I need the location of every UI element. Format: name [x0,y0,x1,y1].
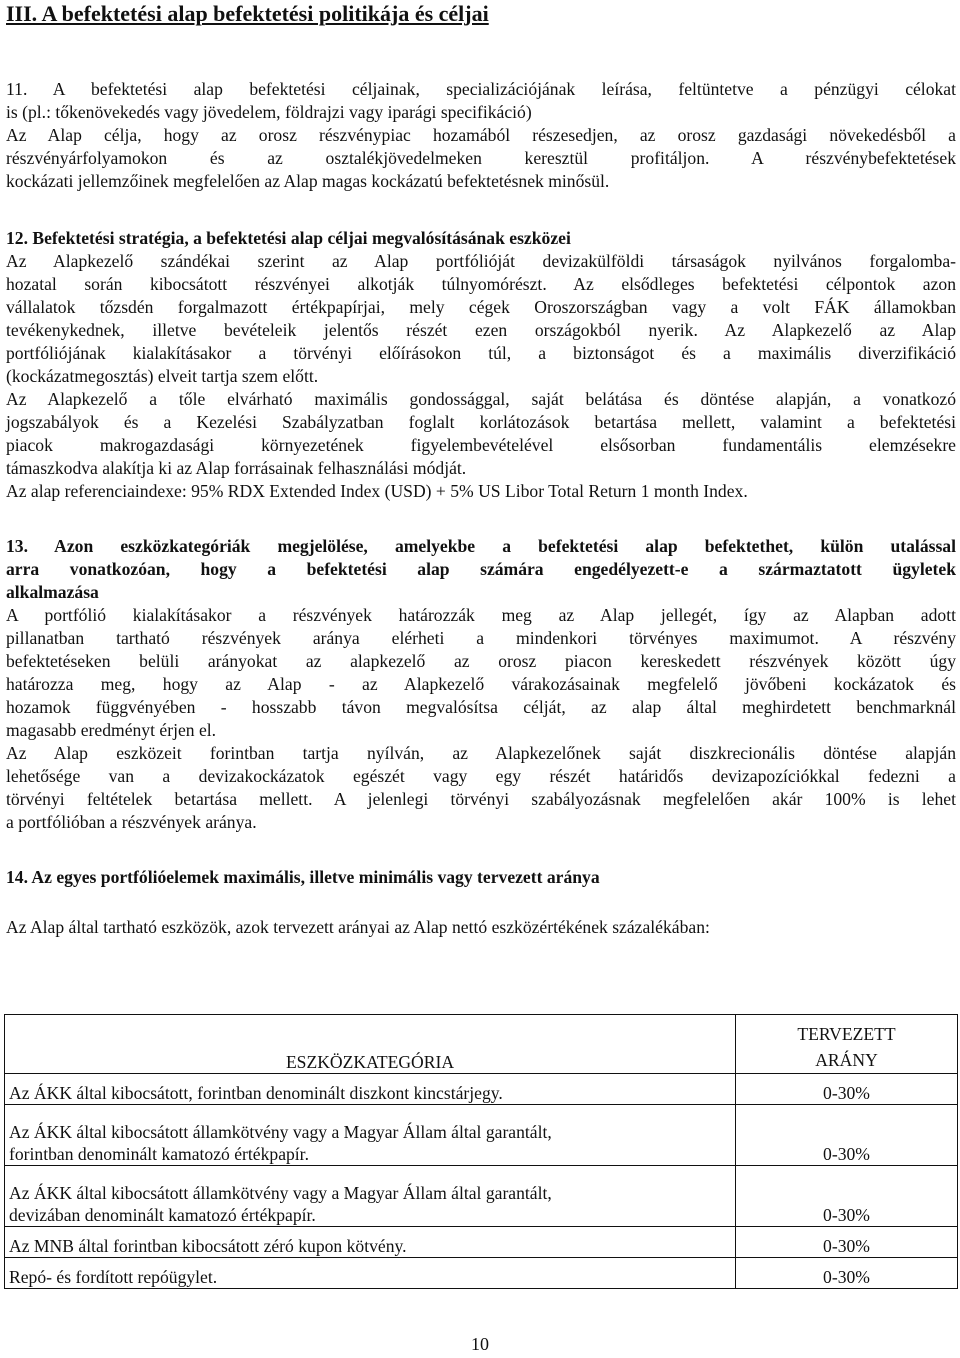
table-row [5,1105,958,1166]
section-11-heading-cont: is (pl.: tőkenövekedés vagy jövedelem, földrajzi vagy iparági specifikáció) [6,102,532,122]
section-13-p1-line: magasabb eredményt érjen el. [6,720,217,740]
row-category: Az MNB által forintban kibocsátott zéró kupon kötvény. [5,1227,736,1258]
section-13-heading: arra vonatkozóan, hogy a befektetési alap számára engedélyezett-e a származtatott ügyletek [6,559,956,579]
section-11-line: kockázati jellemzőinek megfelelően az Alap magas kockázatú befektetésnek minősül. [6,171,610,191]
header-category: ESZKÖZKATEGÓRIA [5,1015,736,1074]
row-category: Az ÁKK által kibocsátott államkötvény vagy a Magyar Állam által garantált, devizában denominált kamatozó értékpapír. [5,1166,736,1227]
asset-allocation-table [4,1014,958,1289]
header-ratio: TERVEZETT ARÁNY [736,1015,958,1074]
section-14-heading: 14. Az egyes portfólióelemek maximális, illetve minimális vagy tervezett aránya [6,867,600,887]
section-13-p1-line: pillanatban tartható részvények aránya elérheti a mindenkori törvényes maximumot. A részvény [6,628,956,648]
section-12-benchmark: Az alap referenciaindexe: 95% RDX Extended Index (USD) + 5% US Libor Total Return 1 month Index. [6,481,748,501]
section-12-p2-line: piacok makrogazdasági környezetének figyelembevételével elsősorban fundamentális elemzésekre [6,435,956,455]
section-12-p1-line: (kockázatmegosztás) elveit tartja szem előtt. [6,366,319,386]
page-number: 10 [471,1334,489,1354]
section-12-p1-line: tevékenykednek, illetve bevételeik jelentős részét ezen országokból nyerik. Az Alapkezelő az Alap [6,320,956,340]
section-12-p1-line: hozatal során kibocsátott részvényei alkotják túlnyomórészt. Az elsődleges befektetési célpontok azon [6,274,956,294]
section-12-p2-line: jogszabályok és a Kezelési Szabályzatban foglalt korlátozások betartása mellett, valamint a befektetési [6,412,956,432]
section-13-heading: alkalmazása [6,582,99,602]
row-ratio: 0-30% [736,1074,958,1105]
table-row [5,1074,958,1105]
section-13-heading: 13. Azon eszközkategóriák megjelölése, amelyekbe a befektetési alap befektethet, külön utalással [6,536,956,556]
section-13-p1-line: A portfólió kialakításakor a részvények határozzák meg az Alap jellegét, így az Alapban adott [6,605,956,625]
section-12-p2-line: támaszkodva alakítja ki az Alap forrásainak felhasználási módját. [6,458,467,478]
section-13-p1-line: határozza meg, hogy az Alap - az Alapkezelő várakozásainak megfelelő jövőbeni kockázatok és [6,674,956,694]
row-ratio: 0-30% [736,1105,958,1166]
table-row [5,1166,958,1227]
section-12-heading: 12. Befektetési stratégia, a befektetési alap céljai megvalósításának eszközei [6,228,571,248]
row-category: Az ÁKK által kibocsátott, forintban denominált diszkont kincstárjegy. [5,1074,736,1105]
section-11-line: Az Alap célja, hogy az orosz részvénypiac hozamából részesedjen, az orosz gazdasági növekedésből a [6,125,956,145]
section-13-p2-line: lehetősége van a devizakockázatok egészét vagy egy részét határidős devizapozíciókkal fedezni a [6,766,956,786]
section-11-line: részvényárfolyamokon és az osztalékjövedelmeken keresztül profitáljon. A részvénybefektetések [6,148,956,168]
table-row [5,1227,958,1258]
section-12-p1-line: portfóliójának kialakításakor a törvényi előírásokon túl, a biztonságot és a maximális diverzifikáció [6,343,956,363]
row-category: Az ÁKK által kibocsátott államkötvény vagy a Magyar Állam által garantált, forintban denominált kamatozó értékpapír. [5,1105,736,1166]
section-12-p2-line: Az Alapkezelő a tőle elvárható maximális gondossággal, saját belátása és döntése alapján, a vonatkozó [6,389,956,409]
chapter-title: III. A befektetési alap befektetési politikája és céljai [6,1,489,26]
section-13-p2-line: törvényi feltételek betartása mellett. A jelenlegi törvényi szabályozásnak megfelelően akár 100% is lehet [6,789,956,809]
section-13-p2-line: Az Alap eszközeit forintban tartja nyílván, az Alapkezelőnek saját diszkrecionális döntése alapján [6,743,956,763]
section-13-p1-line: befektetéseken belüli arányokat az alapkezelő az orosz piacon kereskedett részvények között úgy [6,651,956,671]
section-11-heading: 11. A befektetési alap befektetési céljainak, specializációjának leírása, feltüntetve a pénzügyi célokat [6,79,956,99]
section-14-intro: Az Alap által tartható eszközök, azok tervezett arányai az Alap nettó eszközértékének százalékában: [6,917,710,937]
section-13-p2-line: a portfólióban a részvények aránya. [6,812,257,832]
row-ratio: 0-30% [736,1166,958,1227]
row-ratio: 0-30% [736,1258,958,1289]
section-12-p1-line: vállalatok tőzsdén forgalmazott értékpapírjai, mely cégek Oroszországban vagy a volt FÁK államokban [6,297,956,317]
table-row [5,1258,958,1289]
table-header-row [5,1015,958,1074]
section-12-p1-line: Az Alapkezelő szándékai szerint az Alap portfólióját devizakülföldi társaságok nyilvános forgalomba- [6,251,956,271]
row-category: Repó- és fordított repóügylet. [5,1258,736,1289]
row-ratio: 0-30% [736,1227,958,1258]
section-13-p1-line: hozamok függvényében - hosszabb távon megvalósítsa célját, az alap által meghirdetett benchmarknál [6,697,956,717]
